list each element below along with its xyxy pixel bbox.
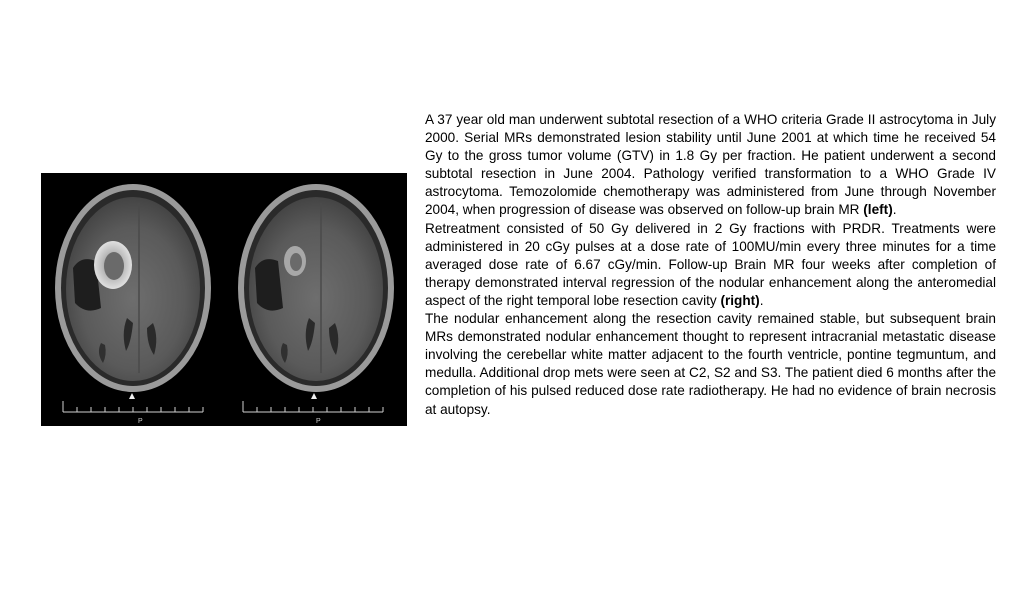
paragraph-history (425, 111, 996, 220)
paragraph-history-tail: . (892, 202, 897, 218)
paragraph-outcome (425, 310, 996, 419)
mr-left-label: P (138, 418, 143, 425)
paragraph-outcome-text: The nodular enhancement along the resection cavity remained stable, but subsequent brain MRs demonstrated nodular enhancement thought to represent intracranial metastatic disease involving the cerebellar white matter adjacent to the fourth ventricle, pontine tegmuntum, and medulla. Additional drop mets were seen at C2, S2 and S3. The patient died 6 months after the completion of his pulsed reduced dose rate radiotherapy. He had no evidence of brain necrosis at autopsy. (425, 311, 996, 417)
paragraph-retreatment-tail: . (759, 292, 764, 308)
mr-right-label: P (316, 418, 321, 425)
paragraph-retreatment-text: Retreatment consisted of 50 Gy delivered in 2 Gy fractions with PRDR. Treatments were administered in 20 cGy pulses at a dose rate of 100MU/min every three minutes for a time averaged dose rate of 6.67 cGy/min. Follow-up Brain MR four weeks after completion of therapy demonstrated interval regression of the nodular enhancement along the anteromedial aspect of the right temporal lobe resection cavity (425, 220, 996, 308)
paragraph-history-bold: (left) (863, 202, 893, 218)
paragraph-retreatment-bold: (right) (720, 292, 760, 308)
paragraph-history-text: A 37 year old man underwent subtotal resection of a WHO criteria Grade II astrocytoma in July 2000. Serial MRs demonstrated lesion stability until June 2001 at which time he received 54 Gy to the gross tumor volume (GTV) in 1.8 Gy per fraction. He patient underwent a second subtotal resection in June 2004. Pathology verified transformation to a WHO Grade IV astrocytoma. Temozolomide chemotherapy was administered from June through November 2004, when progression of disease was observed on follow-up brain MR (425, 112, 996, 218)
mr-images (41, 173, 407, 426)
mr-image-left (55, 184, 211, 425)
mr-image-right (238, 184, 394, 425)
case-description (425, 111, 996, 419)
mr-images-figure (41, 173, 407, 426)
paragraph-retreatment (425, 220, 996, 310)
